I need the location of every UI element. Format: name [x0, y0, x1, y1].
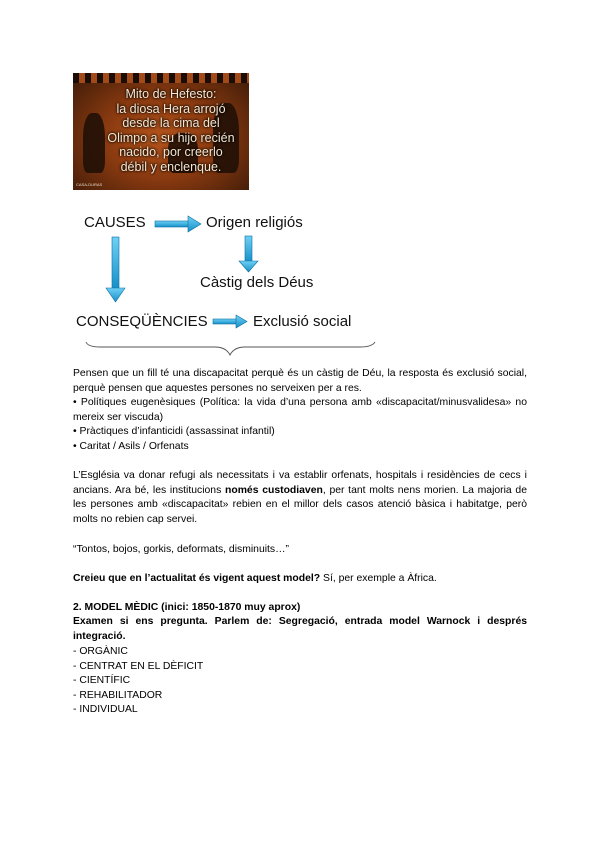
- church-paragraph: [73, 469, 527, 527]
- exclusion-label: Exclusió social: [253, 313, 352, 330]
- brace-icon: [86, 342, 375, 355]
- model-traits-list: [73, 645, 527, 718]
- caption-line: Olimpo a su hijo recién: [107, 130, 235, 145]
- caption-line: nacido, por creerlo: [119, 145, 223, 160]
- arrow-down-icon: [106, 237, 125, 302]
- text-span: , per tant molts nens morien. La majoria de les persones amb «discapacitat» rebien en el millor dels casos atenció bàsica i habitatge, però molts no rebien cap servei.: [73, 484, 527, 525]
- image-credit: CASA-DURAS: [76, 182, 103, 187]
- arrow-right-icon: [155, 216, 201, 232]
- question-text: Creieu que en l’actualitat és vigent aquest model?: [73, 573, 321, 584]
- consequences-label: CONSEQÜÈNCIES: [76, 313, 208, 330]
- caption-line: Mito de Hefesto:: [125, 87, 217, 101]
- arrow-right-icon: [213, 315, 247, 328]
- caption-line: la diosa Hera arrojó: [116, 101, 226, 116]
- paragraph: Pensen que un fill té una discapacitat perquè és un càstig de Déu, la resposta és exclusió social, perquè pensen que aquestes persones no serveixen per a res.: [73, 368, 527, 394]
- causes-label: CAUSES: [84, 214, 146, 231]
- quote: “Tontos, bojos, gorkis, deformats, disminuits…”: [73, 544, 289, 555]
- answer-text: Sí, per exemple a Àfrica.: [320, 573, 437, 584]
- origin-label: Origen religiós: [206, 214, 303, 231]
- bullet-item: • Caritat / Asils / Orfenats: [73, 440, 189, 452]
- caption-line: débil y enclenque.: [120, 159, 222, 174]
- text-span: L’Església va donar refugi als necessitats i va establir orfenats, hospitals i residències de cecs i ancians. Ara bé, les institucions: [73, 470, 527, 496]
- list-item: - CIENTÍFIC: [73, 675, 131, 686]
- list-item: - REHABILITADOR: [73, 689, 163, 701]
- list-item: - CENTRAT EN EL DÈFICIT: [73, 660, 204, 672]
- section-title: 2. MODEL MÈDIC (inici: 1850-1870 muy aprox): [73, 602, 301, 613]
- arrow-down-icon: [239, 236, 258, 272]
- bullet-item: • Polítiques eugenèsiques (Política: la vida d’una persona amb «discapacitat/minusvalidesa» no mereix ser viscuda): [73, 397, 527, 423]
- bullet-item: • Pràctiques d’infanticidi (assassinat infantil): [73, 426, 275, 437]
- question-line: [73, 572, 527, 587]
- body-text: [73, 367, 527, 454]
- list-item: - ORGÀNIC: [73, 646, 128, 657]
- punishment-label: Càstig dels Déus: [200, 274, 314, 291]
- emphasis-text: només custodiaven: [225, 484, 323, 496]
- diagram-arrows: [0, 0, 600, 360]
- exam-note: Examen si ens pregunta. Parlem de: Segregació, entrada model Warnock i després integració.: [73, 616, 527, 642]
- caption-line: desde la cima del: [122, 116, 220, 131]
- list-item: - INDIVIDUAL: [73, 704, 138, 715]
